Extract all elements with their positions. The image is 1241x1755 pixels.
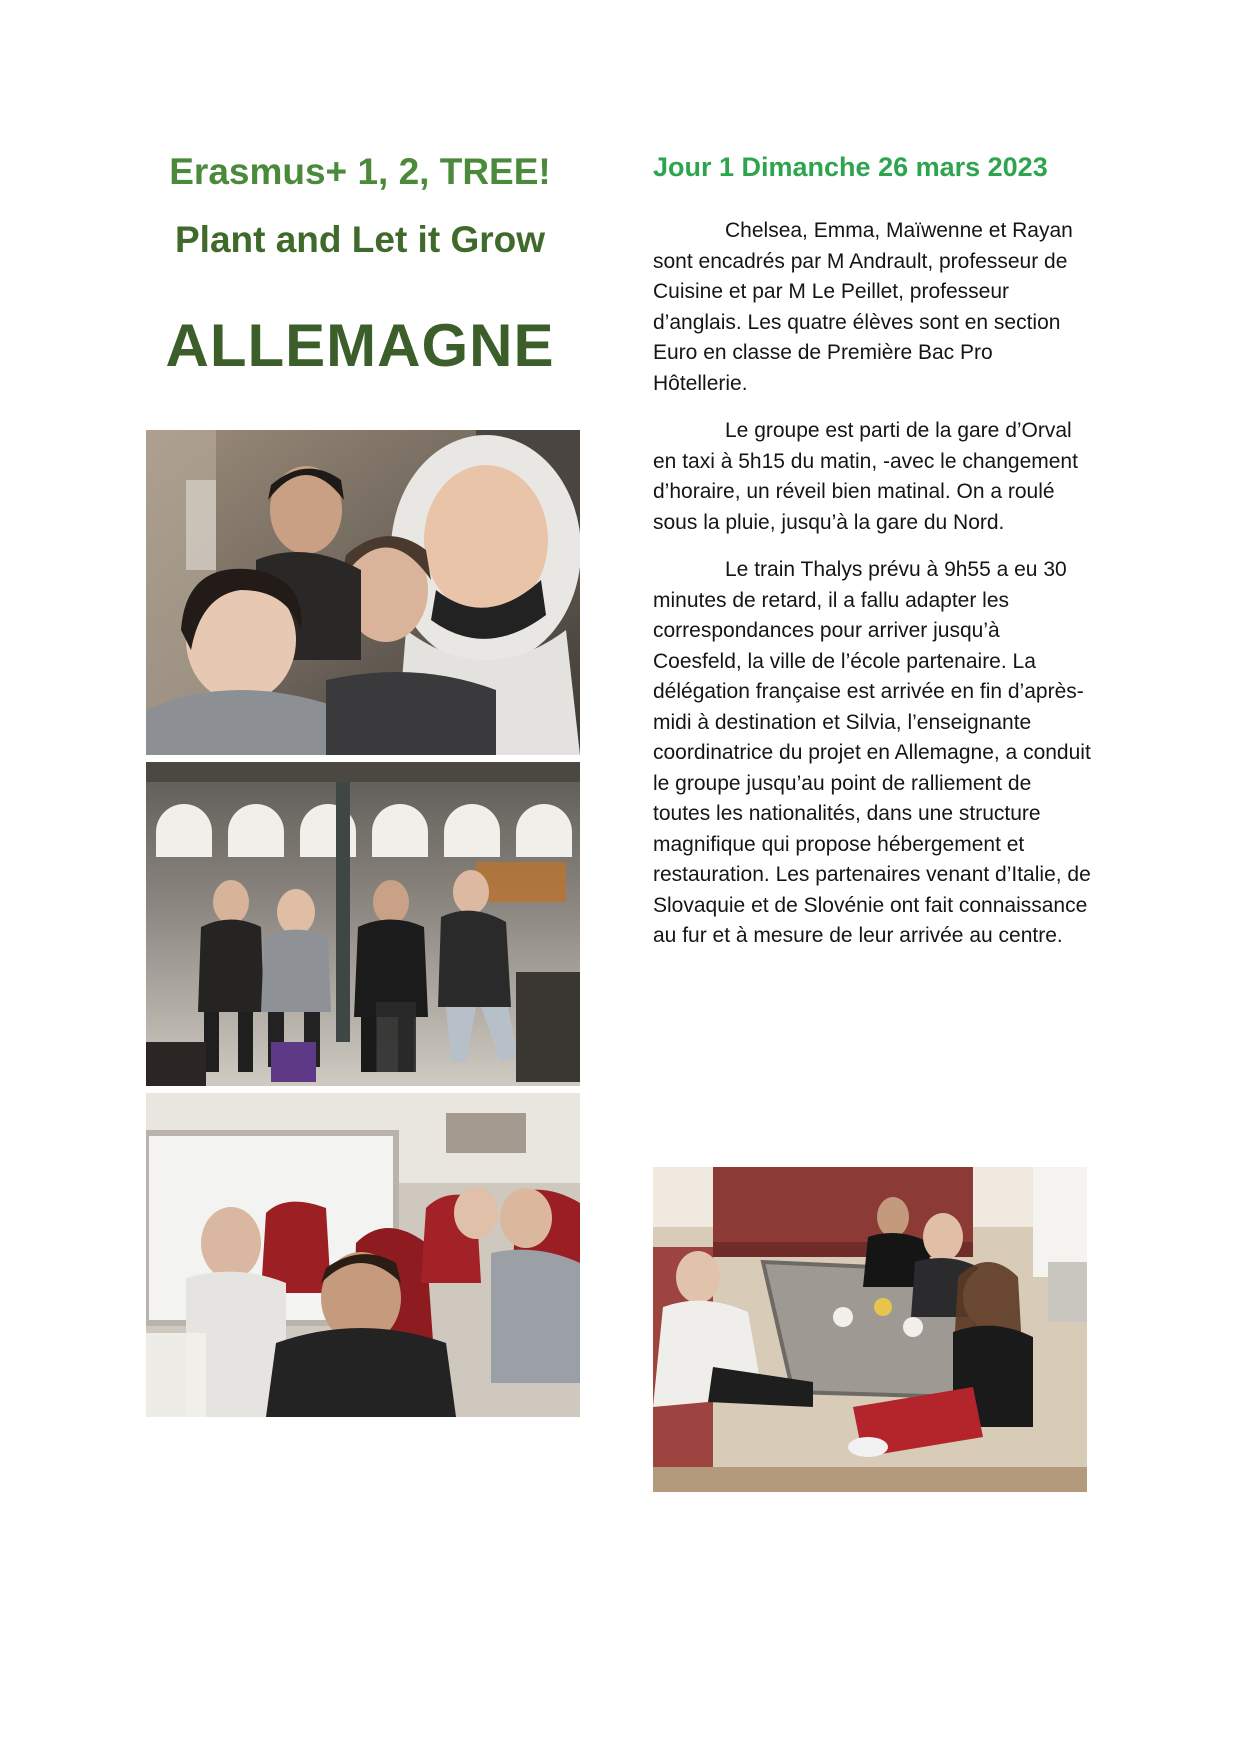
paragraph-1: Chelsea, Emma, Maïwenne et Rayan sont encadrés par M Andrault, professeur de Cuisine et par M Le Peillet, professeur d’anglais. Les quatre élèves sont en section Euro en classe de Première Bac Pro Hôtellerie. — [653, 219, 1073, 395]
project-subtitle: Plant and Let it Grow — [174, 219, 546, 260]
paragraph-2: Le groupe est parti de la gare d’Orval en taxi à 5h15 du matin, -avec le changement d’horaire, un réveil bien matinal. On a roulé sous la pluie, jusqu’à la gare du Nord. — [653, 419, 1078, 534]
photo-selfie-station — [146, 430, 580, 755]
photo-group-lounge — [653, 1167, 1087, 1492]
country-title: ALLEMAGNE — [165, 312, 555, 379]
project-title: Erasmus+ 1, 2, TREE! — [169, 151, 551, 192]
day-heading: Jour 1 Dimanche 26 mars 2023 — [653, 152, 1048, 182]
photo-on-train — [146, 1093, 580, 1417]
article-body — [653, 216, 1093, 969]
paragraph-3: Le train Thalys prévu à 9h55 a eu 30 minutes de retard, il a fallu adapter les correspondances pour arriver jusqu’à Coesfeld, la ville de l’école partenaire. La délégation française est arrivée en fin d’après-midi à destination et Silvia, l’enseignante coordinatrice du projet en Allemagne, a conduit le groupe jusqu’au point de ralliement de toutes les nationalités, dans une structure magnifique qui propose hébergement et restauration. Les partenaires venant d’Italie, de Slovaquie et de Slovénie ont fait connaissance au fur et à mesure de leur arrivée au centre. — [653, 558, 1091, 947]
photo-group-station-hall — [146, 762, 580, 1086]
